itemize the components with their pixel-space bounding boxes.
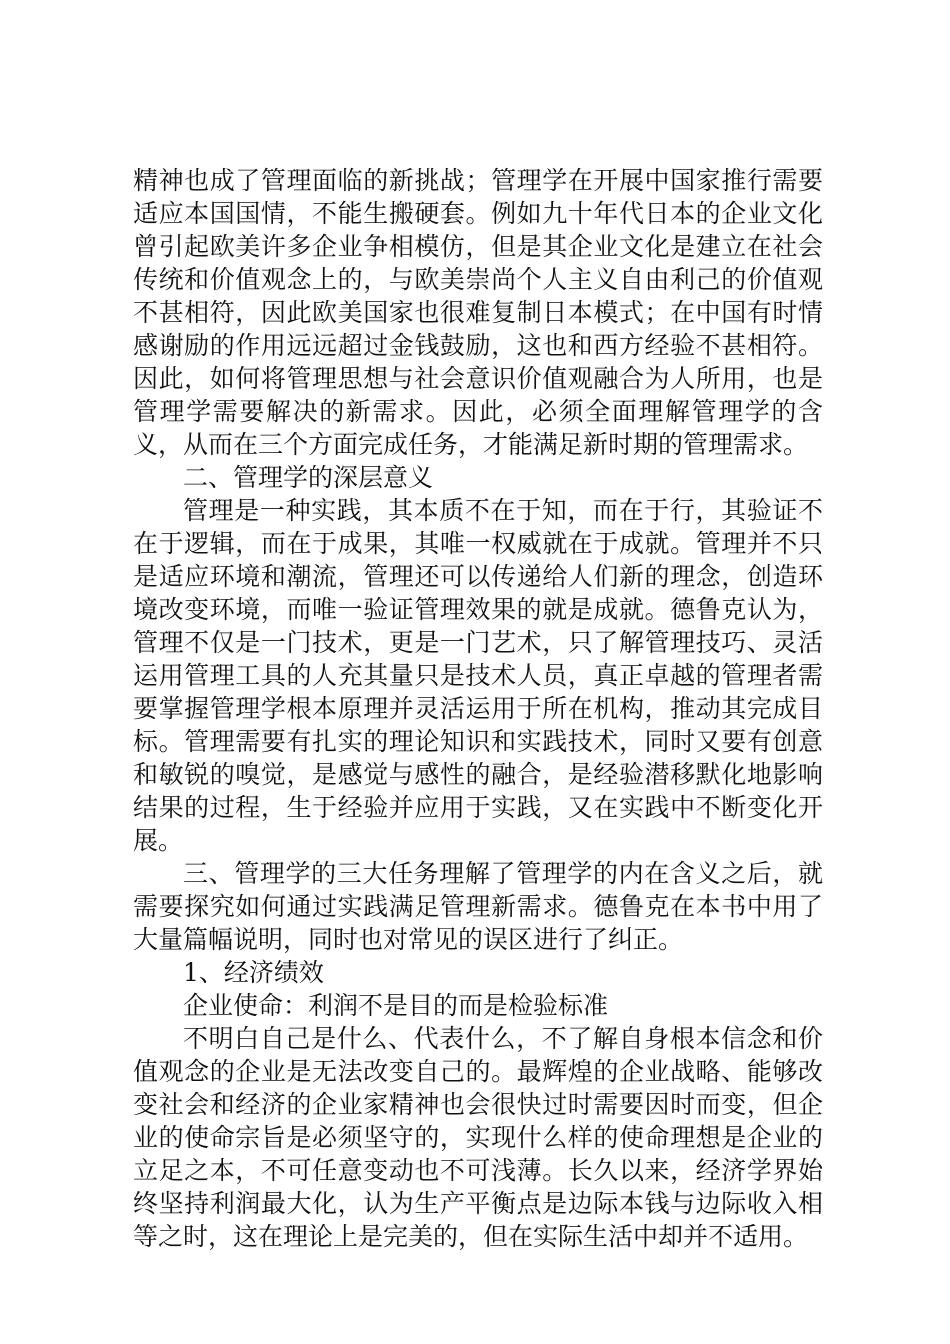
- paragraph-management-practice: 管理是一种实践，其本质不在于知，而在于行，其验证不在于逻辑，而在于成果，其唯一权威就在于成就。管理并不只是适应环境和潮流，管理还可以传递给人们新的理念，创造环境改变环境，而唯一验证管理效果的就是成就。德鲁克认为，管理不仅是一门技术，更是一门艺术，只了解管理技巧、灵活运用管理工具的人充其量只是技术人员，真正卓越的管理者需要掌握管理学根本原理并灵活运用于所在机构，推动其完成目标。管理需要有扎实的理论知识和实践技术，同时又要有创意和敏锐的嗅觉，是感觉与感性的融合，是经验潜移默化地影响结果的过程，生于经验并应用于实践，又在实践中不断变化开展。: [133, 496, 823, 855]
- subsection-heading-enterprise-mission: 企业使命：利润不是目的而是检验标准: [183, 991, 609, 1020]
- paragraph-continued: 精神也成了管理面临的新挑战；管理学在开展中国家推行需要适应本国国情，不能生搬硬套。例如九十年代日本的企业文化曾引起欧美许多企业争相模仿，但是其企业文化是建立在社会传统和价值观念上的，与欧美崇尚个人主义自由利己的价值观不甚相符，因此欧美国家也很难复制日本模式；在中国有时情感谢励的作用远远超过金钱鼓励，这也和西方经验不甚相符。因此，如何将管理思想与社会意识价值观融合为人所用，也是管理学需要解决的新需求。因此，必须全面理解管理学的含义，从而在三个方面完成任务，才能满足新时期的管理需求。: [133, 166, 823, 459]
- section-heading-deeper-meaning: 二、管理学的深层意义: [183, 463, 434, 492]
- paragraph-enterprise-values: 不明白自己是什么、代表什么，不了解自身根本信念和价值观念的企业是无法改变自己的。最辉煌的企业战略、能够改变社会和经济的企业家精神也会很快过时需要因时而变，但企业的使命宗旨是必须坚守的，实现什么样的使命理想是企业的立足之本，不可任意变动也不可浅薄。长久以来，经济学界始终坚持利润最大化，认为生产平衡点是边际本钱与边际收入相等之时，这在理论上是完美的，但在实际生活中却并不适用。: [133, 1024, 823, 1251]
- document-body: [133, 164, 823, 1253]
- paragraph-three-tasks: 三、管理学的三大任务理解了管理学的内在含义之后，就需要探究如何通过实践满足管理新需求。德鲁克在本书中用了大量篇幅说明，同时也对常见的误区进行了纠正。: [133, 859, 823, 954]
- subsection-heading-economic-performance: 1、经济绩效: [183, 958, 324, 987]
